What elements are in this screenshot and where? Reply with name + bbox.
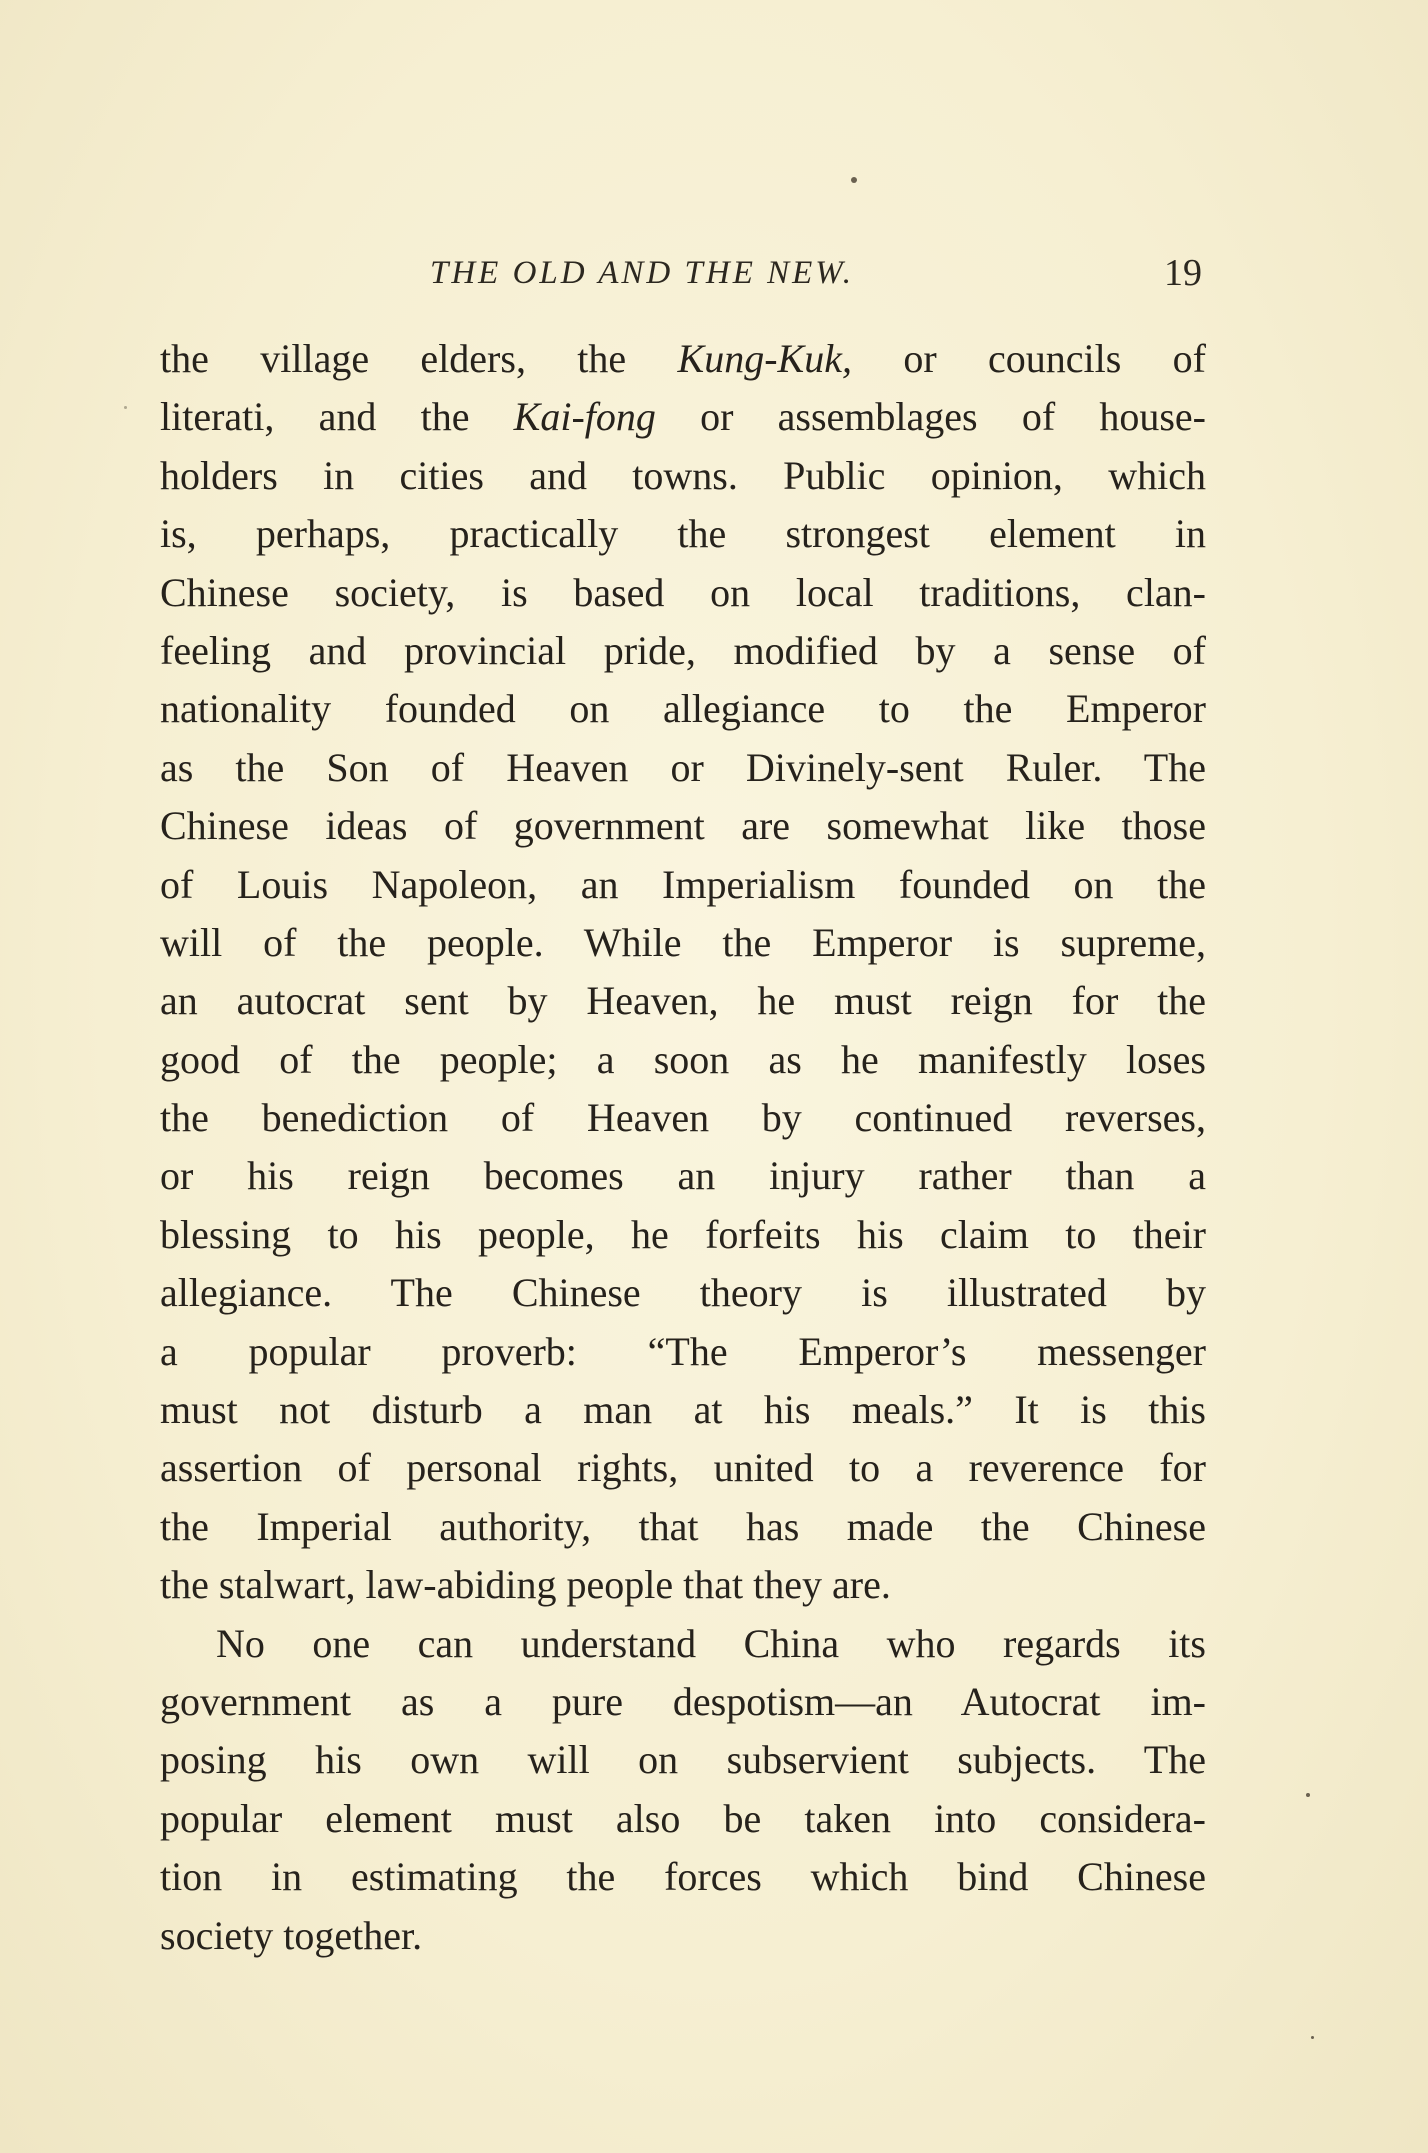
text-line [160,505,1206,563]
text-line [160,1264,1206,1322]
text-run: the benediction of Heaven by continued reverses, [160,1095,1206,1141]
text-run: as the Son of Heaven or Divinely-sent Ruler. The [160,744,1206,790]
text-line [160,1147,1206,1205]
text-line [160,564,1206,622]
text-line [160,1673,1206,1731]
text-run: society together. [160,1912,423,1958]
text-line [160,330,1206,388]
text-line [160,622,1206,680]
italic-term: Kung-Kuk, [677,336,852,381]
ink-speck [851,177,857,183]
text-line [160,1848,1206,1906]
text-run: must not disturb a man at his meals.” It is this [160,1387,1206,1433]
text-run: holders in cities and towns. Public opinion, which [160,452,1206,498]
text-run: government as a pure despotism—an Autocrat im- [160,1678,1206,1724]
text-run: allegiance. The Chinese theory is illustrated by [160,1270,1206,1316]
text-run: feeling and provincial pride, modified by a sense of [160,627,1206,673]
text-run: is, perhaps, practically the strongest element in [160,511,1206,557]
text-line [160,1615,1206,1673]
text-line [160,1907,1206,1965]
text-line [160,680,1206,738]
text-line [160,797,1206,855]
text-run: the Imperial authority, that has made the Chinese [160,1503,1206,1549]
text-run: an autocrat sent by Heaven, he must reign for the [160,978,1206,1024]
text-line [160,1089,1206,1147]
paragraph [160,1615,1206,1965]
body-text [160,330,1206,1965]
running-head: THE OLD AND THE NEW. [430,255,854,291]
text-line [160,388,1206,446]
text-run: popular element must also be taken into considera- [160,1795,1206,1841]
text-run: assertion of personal rights, united to a reverence for [160,1445,1206,1491]
text-run: will of the people. While the Emperor is supreme, [160,919,1206,965]
paragraph [160,330,1206,1615]
text-run: or assemblages of house- [655,394,1206,440]
text-line [160,1731,1206,1789]
text-line [160,1206,1206,1264]
text-run: tion in estimating the forces which bind Chinese [160,1854,1206,1900]
italic-term: Kai-fong [513,394,656,440]
text-run: literati, and the [160,394,514,440]
text-run: posing his own will on subservient subjects. The [160,1737,1206,1783]
text-line [160,1381,1206,1439]
text-line [160,1439,1206,1497]
text-line [160,914,1206,972]
text-run: No one can understand China who regards its [216,1620,1206,1666]
text-line [160,972,1206,1030]
text-run: or his reign becomes an injury rather than a [160,1153,1206,1199]
text-run: Chinese society, is based on local traditions, clan- [160,569,1206,615]
text-run: the stalwart, law-abiding people that they are. [160,1562,891,1608]
text-line [160,1498,1206,1556]
text-run: a popular proverb: “The Emperor’s messenger [160,1328,1206,1374]
text-line [160,856,1206,914]
text-run: or councils of [851,336,1206,381]
page-header [160,252,1210,299]
text-run: nationality founded on allegiance to the Emperor [160,686,1206,732]
text-run: of Louis Napoleon, an Imperialism founded on the [160,861,1206,907]
ink-speck [1311,2036,1314,2039]
text-run: blessing to his people, he forfeits his claim to their [160,1211,1206,1257]
ink-speck [124,406,127,409]
text-run: the village elders, the [160,336,678,381]
text-line [160,1556,1206,1614]
text-run: good of the people; a soon as he manifestly loses [160,1036,1206,1082]
text-line [160,1031,1206,1089]
ink-speck [1306,1793,1310,1797]
text-line [160,1323,1206,1381]
text-run: Chinese ideas of government are somewhat like those [160,803,1206,849]
text-line [160,1790,1206,1848]
text-line [160,739,1206,797]
text-line [160,447,1206,505]
page-number: 19 [1164,252,1202,294]
